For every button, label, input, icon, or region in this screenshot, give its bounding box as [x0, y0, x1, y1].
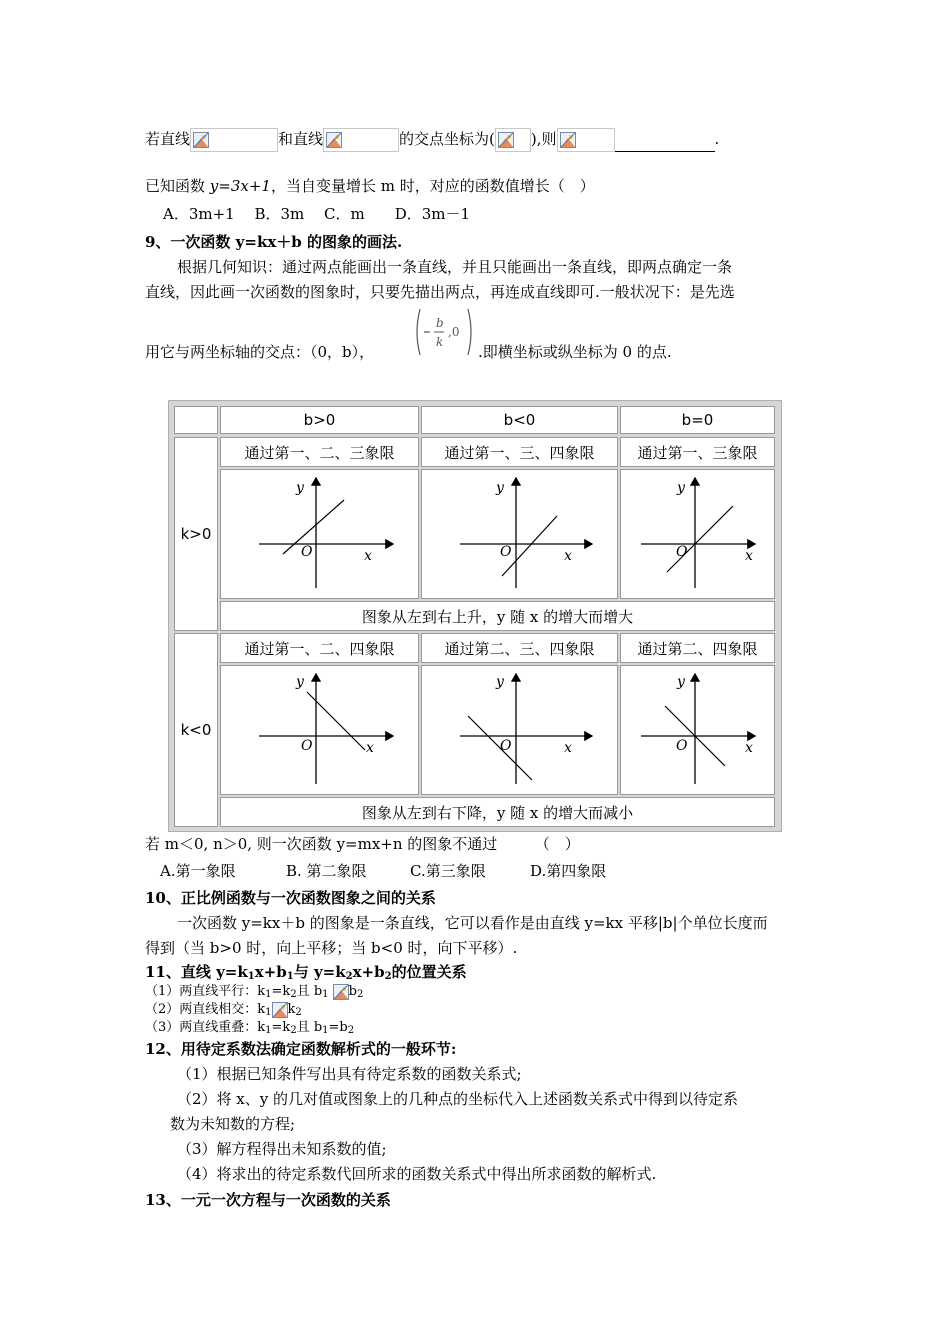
text-segment: 且 b	[296, 1020, 323, 1035]
section-9-paragraph-line	[145, 342, 374, 362]
fraction-denominator: k	[436, 335, 444, 349]
section-9-paragraph-tail: .即横坐标或纵坐标为 0 的点.	[478, 343, 672, 361]
text-segment: 与 y=k	[293, 963, 346, 981]
text-segment: 的位置关系	[391, 963, 467, 981]
graph-k-neg-b-pos	[220, 665, 419, 795]
quadrant-caption: 通过第一、三、四象限	[421, 437, 618, 467]
text-segment: 已知函数	[145, 177, 210, 195]
increase-question	[145, 176, 595, 196]
text-segment: =k	[271, 984, 291, 999]
axes-graph	[621, 666, 776, 796]
fraction-numerator: b	[436, 316, 444, 330]
intersection-question	[145, 128, 719, 152]
broken-image-icon	[560, 132, 576, 148]
subscript: 2	[290, 1025, 297, 1036]
y-axis-label: y	[496, 674, 504, 690]
axes-graph	[422, 470, 619, 600]
row-label-k-positive: k>0	[174, 437, 218, 631]
section-10-paragraph-line: 得到（当 b>0 时，向上平移；当 b<0 时，向下平移）.	[145, 939, 518, 957]
broken-image-icon	[193, 132, 209, 148]
text-segment: =k	[271, 1020, 291, 1035]
intercept-formula	[412, 306, 476, 358]
mn-option-a: A.第一象限	[160, 862, 236, 880]
function-expression: y=3x+1	[209, 177, 271, 195]
broken-image-icon	[333, 984, 349, 1000]
origin-label: O	[500, 544, 512, 560]
quadrant-caption: 通过第二、四象限	[620, 633, 775, 663]
text-segment: ，当自变量增长 m 时，对应的函数值增长（ ）	[270, 177, 595, 195]
subscript: 2	[345, 971, 353, 982]
subscript: 1	[322, 1025, 329, 1036]
summary-decreasing: 图象从左到右下降，y 随 x 的增大而减小	[220, 797, 775, 827]
text-segment: .	[714, 130, 720, 148]
y-axis-label: y	[296, 480, 304, 496]
x-axis-label: x	[564, 740, 572, 756]
summary-increasing: 图象从左到右上升，y 随 x 的增大而增大	[220, 601, 775, 631]
broken-image-icon	[498, 132, 514, 148]
y-axis-label: y	[677, 480, 685, 496]
subscript: 1	[247, 971, 255, 982]
section-12-step-continued: 数为未知数的方程;	[170, 1115, 296, 1133]
x-axis-label: x	[564, 548, 572, 564]
origin-label: O	[500, 738, 512, 754]
origin-label: O	[301, 544, 313, 560]
text-segment: （3）两直线重叠：k	[145, 1020, 266, 1035]
section-10-paragraph-line: 一次函数 y=kx＋b 的图象是一条直线，它可以看作是由直线 y=kx 平移|b|个单位长度而	[177, 914, 768, 932]
section-9-paragraph-line: 根据几何知识：通过两点能画出一条直线，并且只能画出一条直线，即两点确定一条	[177, 258, 733, 276]
coincide-condition	[145, 1018, 354, 1041]
text-segment: 若直线	[145, 130, 191, 148]
subscript: 2	[357, 989, 364, 1000]
section-12-step: （1）根据已知条件写出具有待定系数的函数关系式;	[177, 1065, 522, 1083]
text-segment: x+b	[352, 963, 385, 981]
x-intercept-expression	[412, 306, 476, 358]
subscript: 1	[286, 971, 294, 982]
x-axis-label: x	[366, 740, 374, 756]
quadrant-caption: 通过第一、二、四象限	[220, 633, 419, 663]
equation-image	[323, 128, 399, 152]
origin-label: O	[676, 544, 688, 560]
y-axis-label: y	[296, 674, 304, 690]
section-12-step: （4）将求出的待定系数代回所求的函数关系式中得出所求函数的解析式.	[177, 1165, 657, 1183]
equation-image	[557, 128, 615, 152]
y-axis-label: y	[496, 480, 504, 496]
section-13-title: 13、一元一次方程与一次函数的关系	[145, 1191, 391, 1209]
corner-cell	[174, 406, 218, 434]
increase-options: A．3m+1 B．3m C．m D．3m－1	[163, 205, 471, 223]
mn-option-c: C.第三象限	[410, 862, 486, 880]
mn-option-b: B. 第二象限	[286, 862, 367, 880]
function-line	[667, 506, 733, 572]
graph-k-pos-b-pos	[220, 469, 419, 599]
section-9-title: 9、一次函数 y=kx＋b 的图象的画法.	[145, 233, 403, 251]
row-label-k-negative: k<0	[174, 633, 218, 827]
text-segment: （2）两直线相交：k	[145, 1002, 266, 1017]
subscript: 2	[295, 1007, 302, 1018]
text-segment: b	[348, 984, 357, 999]
axes-graph	[422, 666, 619, 796]
quadrant-caption: 通过第一、三象限	[620, 437, 775, 467]
text-segment: =b	[328, 1020, 348, 1035]
text-segment: 的交点坐标为(	[399, 130, 495, 148]
text-segment: x+b	[254, 963, 287, 981]
text-segment: 和直线	[278, 130, 324, 148]
x-axis-label: x	[364, 548, 372, 564]
subscript: 1	[322, 989, 329, 1000]
subscript: 2	[290, 989, 297, 1000]
header-b-zero: b=0	[620, 406, 775, 434]
mn-question: 若 m＜0, n＞0, 则一次函数 y=mx+n 的图象不通过 （ ）	[145, 835, 580, 853]
broken-image-icon	[326, 132, 342, 148]
y-axis-label: y	[677, 674, 685, 690]
mn-option-d: D.第四象限	[530, 862, 607, 880]
graph-k-pos-b-zero	[620, 469, 775, 599]
text-segment: 且 b	[296, 984, 323, 999]
subscript: 2	[384, 971, 392, 982]
x-axis-label: x	[745, 740, 753, 756]
subscript: 1	[265, 1007, 272, 1018]
axes-graph	[621, 470, 776, 600]
graph-k-neg-b-zero	[620, 665, 775, 795]
fraction-tail: ,0	[448, 325, 460, 339]
text-segment: ),则	[530, 130, 557, 148]
text-segment: 用它与两坐标轴的交点：（0，b），	[145, 343, 375, 361]
quadrant-caption: 通过第一、二、三象限	[220, 437, 419, 467]
section-9-paragraph-line: 直线，因此画一次函数的图象时，只要先描出两点，再连成直线即可.一般状况下：是先选	[145, 283, 735, 301]
section-12-step: （3）解方程得出未知系数的值;	[177, 1140, 387, 1158]
text-segment: k	[287, 1002, 296, 1017]
section-12-step: （2）将 x、y 的几对值或图象上的几种点的坐标代入上述函数关系式中得到以待定系	[177, 1090, 739, 1108]
header-b-negative: b<0	[421, 406, 618, 434]
subscript: 2	[347, 1025, 355, 1036]
text-segment: 11、直线 y=k	[145, 963, 248, 981]
graph-k-neg-b-neg	[421, 665, 618, 795]
quadrant-caption: 通过第二、三、四象限	[421, 633, 618, 663]
text-segment: （1）两直线平行：k	[145, 984, 266, 999]
x-axis-label: x	[745, 548, 753, 564]
axes-graph	[221, 666, 420, 796]
function-line	[283, 500, 344, 554]
equation-image	[190, 128, 278, 152]
subscript: 1	[265, 989, 272, 1000]
equation-image	[495, 128, 531, 152]
axes-graph	[221, 470, 420, 600]
section-10-title: 10、正比例函数与一次函数图象之间的关系	[145, 889, 436, 907]
header-b-positive: b>0	[220, 406, 419, 434]
origin-label: O	[301, 738, 313, 754]
linear-function-graph-table	[168, 400, 782, 832]
answer-blank	[615, 137, 715, 152]
graph-k-pos-b-neg	[421, 469, 618, 599]
section-12-title: 12、用待定系数法确定函数解析式的一般环节:	[145, 1040, 457, 1058]
broken-image-icon	[272, 1002, 288, 1018]
subscript: 1	[265, 1025, 272, 1036]
origin-label: O	[676, 738, 688, 754]
